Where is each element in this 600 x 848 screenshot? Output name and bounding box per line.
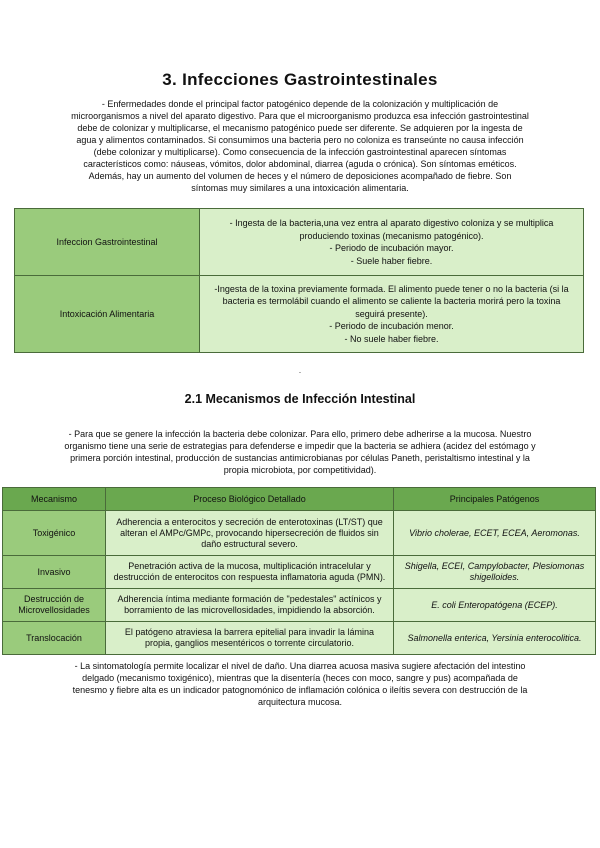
pathogens-cell: Vibrio cholerae, ECET, ECEA, Aeromonas. xyxy=(394,511,596,556)
pathogens-cell: E. coli Enteropatógena (ECEP). xyxy=(394,589,596,622)
separator-dot: . xyxy=(298,366,302,375)
content-line: - Periodo de incubación menor. xyxy=(329,321,454,332)
comparison-table xyxy=(14,208,584,353)
column-header: Principales Patógenos xyxy=(394,488,596,511)
process-cell: Adherencia a enterocitos y secreción de enterotoxinas (LT/ST) que alteran el AMPc/GMPc, provocando hipersecreción de fluidos sin daño estructural severo. xyxy=(106,511,394,556)
mechanism-cell: Toxigénico xyxy=(3,511,106,556)
section-intro-paragraph: - Para que se genere la infección la bacteria debe colonizar. Para ello, primero debe adherirse a la mucosa. Nuestro organismo tiene una serie de estrategias para defenderse e impedir que la bacteria se adhiera (acidez del estómago y primera porción intestinal, producción de sustancias antimicrobianas por células Paneth, peristaltismo intestinal y la propia microbiota, por competitividad). xyxy=(64,429,536,475)
process-cell: El patógeno atraviesa la barrera epitelial para invadir la lámina propia, ganglios mesentéricos o torrente circulatorio. xyxy=(106,622,394,655)
row-content xyxy=(200,209,584,276)
content-line: - No suele haber fiebre. xyxy=(344,333,439,344)
process-cell: Adherencia íntima mediante formación de "pedestales" actínicos y borramiento de las microvellosidades, impidiendo la absorción. xyxy=(106,589,394,622)
table-row xyxy=(3,511,596,556)
table-header-row xyxy=(3,488,596,511)
content-line: - Ingesta de la bacteria,una vez entra al aparato digestivo coloniza y se multiplica produciendo toxinas (mecanismo patogénico). xyxy=(229,218,554,241)
mechanisms-table xyxy=(2,487,596,655)
footer-paragraph: - La sintomatología permite localizar el nivel de daño. Una diarrea acuosa masiva sugiere afectación del intestino delgado (mecanismo toxigénico), mientras que la disentería (heces con moco, sangre y pus) acompañada de tenesmo y fiebre alta es un indicador patognomónico de inflamación colónica o ileítis severa con destrucción de la arquitectura mucosa. xyxy=(72,661,528,707)
pathogens-cell: Shigella, ECEI, Campylobacter, Plesiomonas shigelloides. xyxy=(394,556,596,589)
section-subtitle: 2.1 Mecanismos de Infección Intestinal xyxy=(184,392,416,406)
process-cell: Penetración activa de la mucosa, multiplicación intracelular y destrucción de enterocitos con respuesta inflamatoria aguda (PMN). xyxy=(106,556,394,589)
row-label: Infeccion Gastrointestinal xyxy=(15,209,200,276)
intro-paragraph: - Enfermedades donde el principal factor patogénico depende de la colonización y multiplicación de microorganismos a nivel del aparato digestivo. Para que el microorganismo produzca esa infección gastrointestinal debe de colonizar y multiplicarse, el mecanismo patogénico puede ser diferente. Se adquieren por la ingesta de agua y alimentos contaminados. Si consumimos una bacteria pero no coloniza es transeúnte no causa infección (debe colonizar y multiplicarse). Como consecuencia de la infección gastrointestinal aparecen síntomas característicos como: náuseas, vómitos, dolor abdominal, diarrea (aguda o crónica). Son síntomas eméticos. Además, hay un aumento del volumen de heces y el número de deposiciones acompañado de fiebre. Son síntomas muy similares a una intoxicación alimentaria. xyxy=(71,99,529,193)
pathogens-cell: Salmonella enterica, Yersinia enterocolitica. xyxy=(394,622,596,655)
column-header: Mecanismo xyxy=(3,488,106,511)
mechanism-cell: Invasivo xyxy=(3,556,106,589)
table-row xyxy=(15,209,584,276)
content-line: -Ingesta de la toxina previamente formada. El alimento puede tener o no la bacteria (si la bacteria es termolábil cuando el alimento se caliente la bacteria morirá pero la toxina seguirá presente). xyxy=(214,283,569,319)
table-row xyxy=(3,589,596,622)
table-row xyxy=(15,276,584,353)
row-content xyxy=(200,276,584,353)
content-line: - Periodo de incubación mayor. xyxy=(329,243,454,253)
mechanism-cell: Destrucción de Microvellosidades xyxy=(3,589,106,622)
table-row xyxy=(3,556,596,589)
page-title: 3. Infecciones Gastrointestinales xyxy=(162,70,438,89)
column-header: Proceso Biológico Detallado xyxy=(106,488,394,511)
mechanism-cell: Translocación xyxy=(3,622,106,655)
content-line: - Suele haber fiebre. xyxy=(350,255,433,266)
table-row xyxy=(3,622,596,655)
row-label: Intoxicación Alimentaria xyxy=(15,276,200,353)
